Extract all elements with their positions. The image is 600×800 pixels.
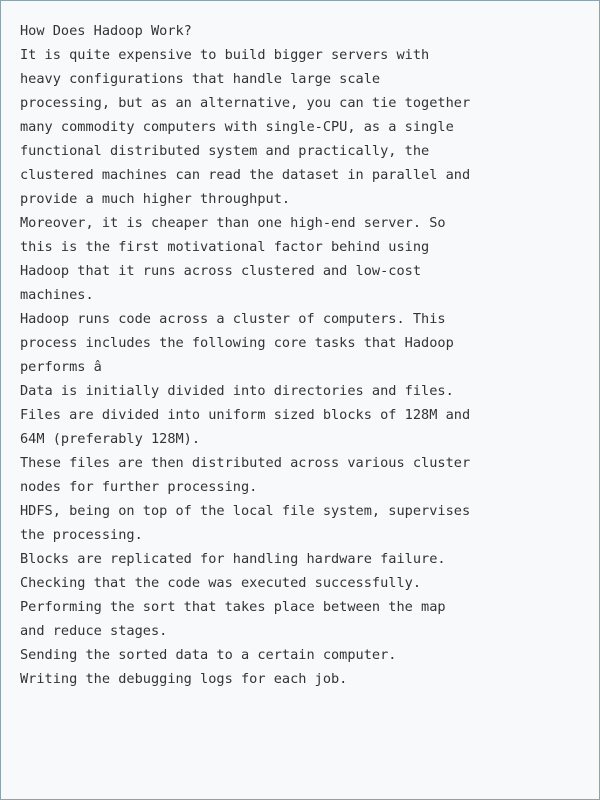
text-line: processing, but as an alternative, you can tie together (20, 95, 471, 111)
document-content (20, 19, 580, 691)
text-line: Data is initially divided into directories and files. (20, 383, 454, 399)
text-line: functional distributed system and practically, the (20, 143, 430, 159)
text-line: It is quite expensive to build bigger servers with (20, 47, 430, 63)
text-line: Files are divided into uniform sized blocks of 128M and (20, 407, 471, 423)
text-line: performs â (20, 359, 102, 375)
text-line: Hadoop that it runs across clustered and low-cost (20, 263, 422, 279)
text-line: Writing the debugging logs for each job. (20, 671, 348, 687)
text-line: and reduce stages. (20, 623, 168, 639)
text-line: heavy configurations that handle large scale (20, 71, 381, 87)
text-line: Sending the sorted data to a certain computer. (20, 647, 397, 663)
text-line: Performing the sort that takes place between the map (20, 599, 446, 615)
text-line: 64M (preferably 128M). (20, 431, 201, 447)
text-line: machines. (20, 287, 94, 303)
text-line: nodes for further processing. (20, 479, 258, 495)
text-line: Hadoop runs code across a cluster of computers. This (20, 311, 446, 327)
text-line: These files are then distributed across various cluster (20, 455, 471, 471)
text-line: Blocks are replicated for handling hardware failure. (20, 551, 446, 567)
text-line: HDFS, being on top of the local file system, supervises (20, 503, 471, 519)
text-line: the processing. (20, 527, 143, 543)
text-line: many commodity computers with single-CPU, as a single (20, 119, 454, 135)
document-title: How Does Hadoop Work? (20, 23, 192, 39)
text-line: clustered machines can read the dataset in parallel and (20, 167, 471, 183)
text-line: Checking that the code was executed successfully. (20, 575, 422, 591)
text-line: this is the first motivational factor behind using (20, 239, 430, 255)
text-line: Moreover, it is cheaper than one high-end server. So (20, 215, 446, 231)
text-line: provide a much higher throughput. (20, 191, 291, 207)
text-line: process includes the following core tasks that Hadoop (20, 335, 454, 351)
